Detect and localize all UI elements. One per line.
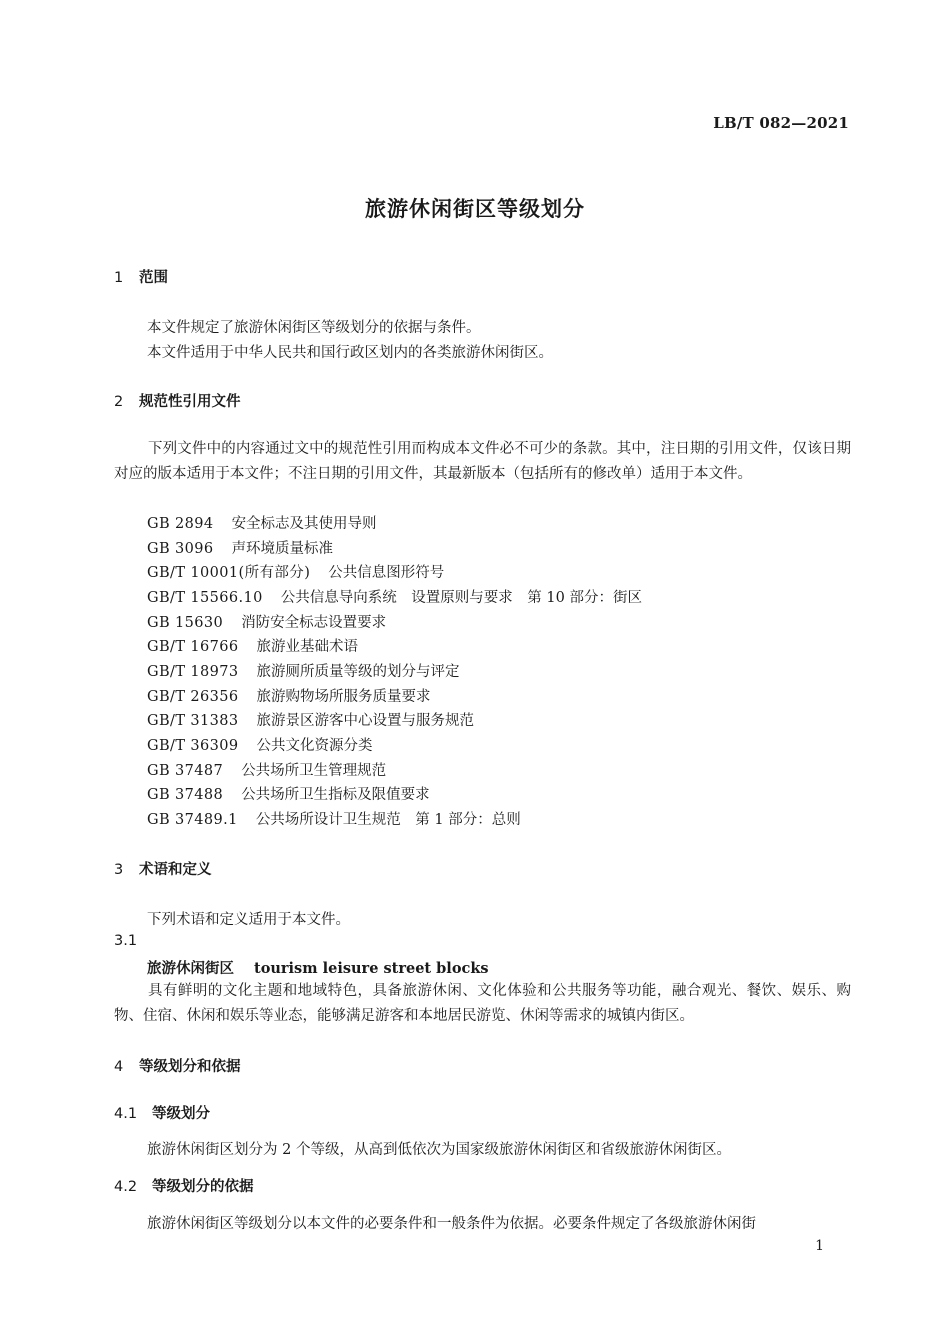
section-number: 2 <box>114 394 124 410</box>
reference-item <box>147 635 358 656</box>
subsection-number: 4.1 <box>114 1106 138 1122</box>
reference-title: 消防安全标志设置要求 <box>241 615 387 631</box>
section-number: 1 <box>114 270 124 286</box>
reference-title: 公共场所卫生指标及限值要求 <box>241 787 430 803</box>
section-number: 3 <box>114 862 124 878</box>
reference-item <box>147 783 430 804</box>
paragraph: 旅游休闲街区等级划分以本文件的必要条件和一般条件为依据。必要条件规定了各级旅游休闲街 <box>147 1216 756 1232</box>
reference-item <box>147 561 444 582</box>
page-number: 1 <box>815 1238 824 1254</box>
reference-title: 旅游购物场所服务质量要求 <box>256 689 431 705</box>
reference-title: 公共信息导向系统 设置原则与要求 第 10 部分：街区 <box>280 590 642 606</box>
reference-code: GB 37487 <box>147 763 224 779</box>
section-title: 规范性引用文件 <box>139 394 241 410</box>
reference-code: GB 37489.1 <box>147 812 238 828</box>
reference-title: 声环境质量标准 <box>231 541 334 557</box>
reference-title: 公共场所卫生管理规范 <box>241 763 387 779</box>
paragraph: 下列文件中的内容通过文中的规范性引用而构成本文件必不可少的条款。其中，注日期的引用文件，仅该日期对应的版本适用于本文件；不注日期的引用文件，其最新版本（包括所有的修改单）适用于本文件。 <box>114 441 851 482</box>
term-chinese: 旅游休闲街区 <box>147 961 234 977</box>
reference-code: GB 3096 <box>147 541 214 557</box>
subsection-title: 等级划分 <box>152 1106 210 1122</box>
reference-code: GB/T 10001(所有部分) <box>147 565 311 581</box>
subsection-4-1-heading <box>114 1102 210 1123</box>
reference-code: GB/T 15566.10 <box>147 590 263 606</box>
reference-item <box>147 660 460 681</box>
section-title: 术语和定义 <box>139 862 212 878</box>
reference-title: 旅游景区游客中心设置与服务规范 <box>256 713 475 729</box>
reference-item <box>147 586 642 607</box>
term-heading <box>147 957 489 978</box>
reference-code: GB/T 36309 <box>147 738 239 754</box>
reference-item <box>147 808 521 829</box>
subsection-4-2-heading <box>114 1175 254 1196</box>
reference-title: 公共场所设计卫生规范 第 1 部分：总则 <box>255 812 521 828</box>
term-number: 3.1 <box>114 933 138 949</box>
reference-title: 安全标志及其使用导则 <box>231 516 377 532</box>
subsection-title: 等级划分的依据 <box>152 1179 254 1195</box>
reference-title: 旅游业基础术语 <box>256 639 359 655</box>
term-english: tourism leisure street blocks <box>254 960 489 977</box>
reference-item <box>147 512 377 533</box>
reference-code: GB 15630 <box>147 615 224 631</box>
reference-code: GB 37488 <box>147 787 224 803</box>
subsection-number: 4.2 <box>114 1179 138 1195</box>
document-title: 旅游休闲街区等级划分 <box>365 197 585 221</box>
reference-item <box>147 685 431 706</box>
reference-title: 旅游厕所质量等级的划分与评定 <box>256 664 460 680</box>
paragraph: 旅游休闲街区划分为 2 个等级，从高到低依次为国家级旅游休闲街区和省级旅游休闲街区。 <box>147 1142 731 1158</box>
reference-code: GB 2894 <box>147 516 214 532</box>
section-title: 范围 <box>139 270 168 286</box>
reference-item <box>147 759 386 780</box>
section-3-heading <box>114 858 212 879</box>
reference-item <box>147 734 373 755</box>
paragraph: 下列术语和定义适用于本文件。 <box>147 912 350 928</box>
reference-title: 公共文化资源分类 <box>256 738 373 754</box>
term-definition: 具有鲜明的文化主题和地域特色，具备旅游休闲、文化体验和公共服务等功能，融合观光、餐饮、娱乐、购物、住宿、休闲和娱乐等业态，能够满足游客和本地居民游览、休闲等需求的城镇内街区。 <box>114 983 851 1024</box>
section-title: 等级划分和依据 <box>139 1059 241 1075</box>
standard-code: LB/T 082—2021 <box>713 114 849 132</box>
reference-code: GB/T 31383 <box>147 713 239 729</box>
reference-item <box>147 709 474 730</box>
section-4-heading <box>114 1055 241 1076</box>
reference-item <box>147 611 386 632</box>
section-number: 4 <box>114 1059 124 1075</box>
section-2-heading <box>114 390 241 411</box>
paragraph: 本文件适用于中华人民共和国行政区划内的各类旅游休闲街区。 <box>147 345 553 361</box>
reference-code: GB/T 26356 <box>147 689 239 705</box>
reference-code: GB/T 18973 <box>147 664 239 680</box>
paragraph: 本文件规定了旅游休闲街区等级划分的依据与条件。 <box>147 320 481 336</box>
reference-item <box>147 537 333 558</box>
reference-title: 公共信息图形符号 <box>328 565 445 581</box>
reference-code: GB/T 16766 <box>147 639 239 655</box>
section-1-heading <box>114 266 168 287</box>
